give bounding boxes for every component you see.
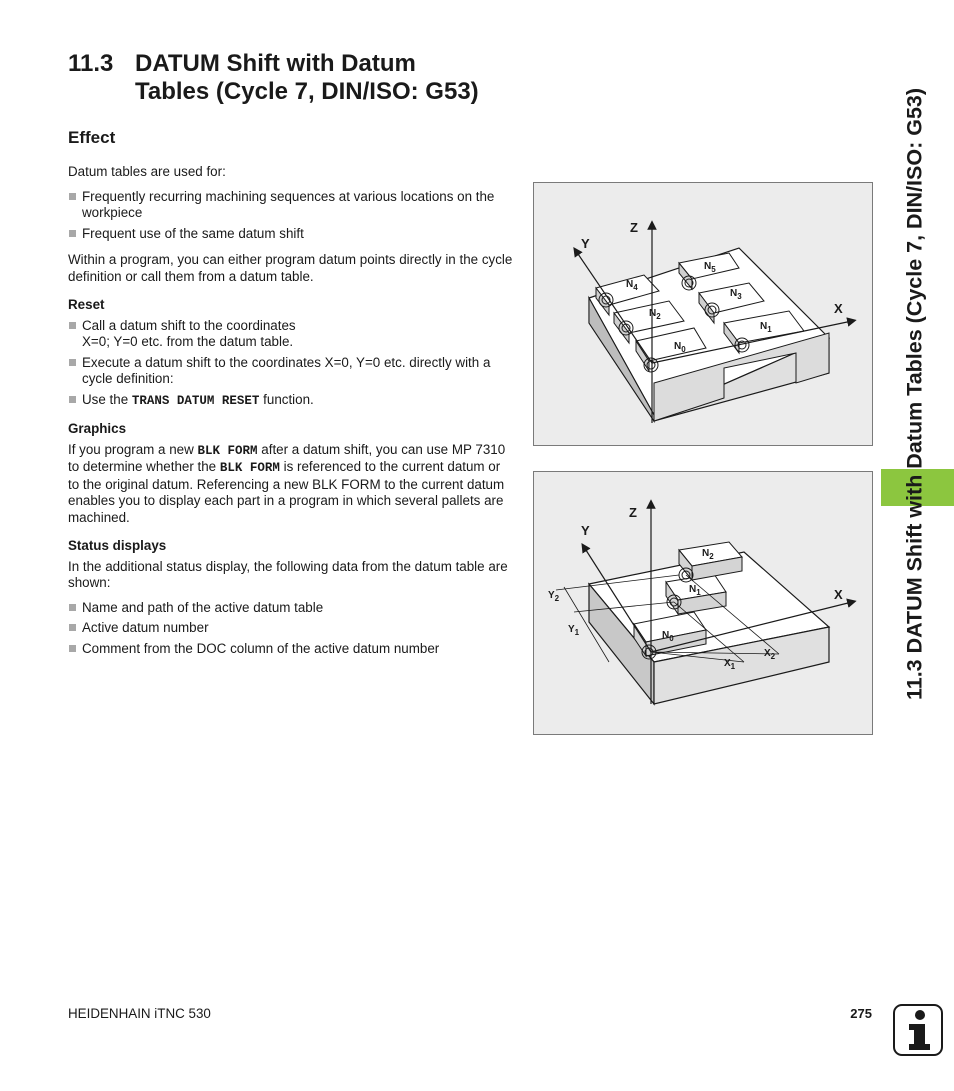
section-number: 11.3 bbox=[68, 50, 114, 77]
list-item: Comment from the DOC column of the active datum number bbox=[68, 641, 513, 658]
info-icon bbox=[893, 1004, 943, 1056]
axis-label-x: X bbox=[834, 587, 843, 602]
status-list bbox=[68, 600, 513, 658]
list-item: Active datum number bbox=[68, 620, 513, 637]
svg-text:N3: $N_3$ bbox=[730, 288, 742, 301]
axis-label-z: Z bbox=[630, 220, 638, 235]
within-text: Within a program, you can either program datum points directly in the cycle definition or call them from a datum table. bbox=[68, 252, 513, 284]
svg-text:N2: $N_2$ bbox=[702, 548, 714, 561]
code-trans-datum-reset: TRANS DATUM RESET bbox=[131, 393, 260, 408]
svg-text:N2: $N_2$ bbox=[649, 308, 661, 321]
axis-label-y: Y bbox=[581, 236, 590, 251]
reset-list bbox=[68, 318, 513, 410]
footer-manual-name: HEIDENHAIN iTNC 530 bbox=[68, 1006, 211, 1021]
effect-heading: Effect bbox=[68, 128, 116, 147]
svg-text:Y1: $Y_1$ bbox=[568, 624, 580, 637]
body-text bbox=[68, 164, 513, 657]
code-blk-form: BLK FORM bbox=[219, 461, 280, 475]
page-title bbox=[68, 50, 479, 106]
status-intro: In the additional status display, the following data from the datum table are shown: bbox=[68, 558, 508, 590]
axis-label-z: Z bbox=[629, 505, 637, 520]
intro-text: Datum tables are used for: bbox=[68, 164, 226, 179]
svg-text:X2: $X_2$ bbox=[764, 648, 776, 661]
svg-text:N5: $N_5$ bbox=[704, 261, 716, 274]
datum-dimensions-figure bbox=[533, 471, 873, 735]
svg-text:X1: $X_1$ bbox=[724, 658, 736, 671]
datum-table-drawing bbox=[534, 183, 872, 445]
svg-text:Y2: $Y_2$ bbox=[548, 590, 560, 603]
page-number: 275 bbox=[850, 1006, 872, 1021]
title-line-2: Tables (Cycle 7, DIN/ISO: G53) bbox=[135, 78, 479, 105]
axis-label-x: X bbox=[834, 301, 843, 316]
reset-heading: Reset bbox=[68, 297, 105, 312]
graphics-text: If you program a new BLK FORM after a datum shift, you can use MP 7310 to determine whether the BLK FORM is referenced to the current datum or to the original datum. Referencing a new BLK FORM to the current datum enables you to display each part in a program in which several pallets are machined. bbox=[68, 441, 506, 525]
info-glyph bbox=[895, 1006, 941, 1054]
svg-text:N0: $N_0$ bbox=[662, 630, 674, 643]
svg-text:N1: $N_1$ bbox=[760, 321, 772, 334]
svg-text:N1: $N_1$ bbox=[689, 584, 701, 597]
reset-item-1-line-1: Call a datum shift to the coordinates bbox=[82, 317, 296, 333]
list-item: Use the TRANS DATUM RESET function. bbox=[68, 392, 513, 410]
graphics-heading: Graphics bbox=[68, 421, 127, 436]
uses-list bbox=[68, 189, 513, 243]
datum-dimensions-drawing bbox=[534, 472, 872, 734]
code-blk-form: BLK FORM bbox=[197, 443, 258, 458]
list-item: Frequent use of the same datum shift bbox=[68, 226, 513, 243]
svg-text:N0: $N_0$ bbox=[674, 341, 686, 354]
list-item: Frequently recurring machining sequences at various locations on the workpiece bbox=[68, 189, 513, 222]
axis-label-y: Y bbox=[581, 523, 590, 538]
list-item: Execute a datum shift to the coordinates X=0, Y=0 etc. directly with a cycle definition: bbox=[68, 355, 513, 388]
reset-item-1-line-2: X=0; Y=0 etc. from the datum table. bbox=[82, 334, 294, 349]
datum-table-figure bbox=[533, 182, 873, 446]
status-heading: Status displays bbox=[68, 538, 167, 553]
list-item: Name and path of the active datum table bbox=[68, 600, 513, 617]
title-line-1: DATUM Shift with Datum bbox=[135, 50, 416, 77]
svg-text:N4: $N_4$ bbox=[626, 279, 638, 292]
list-item bbox=[68, 318, 513, 351]
